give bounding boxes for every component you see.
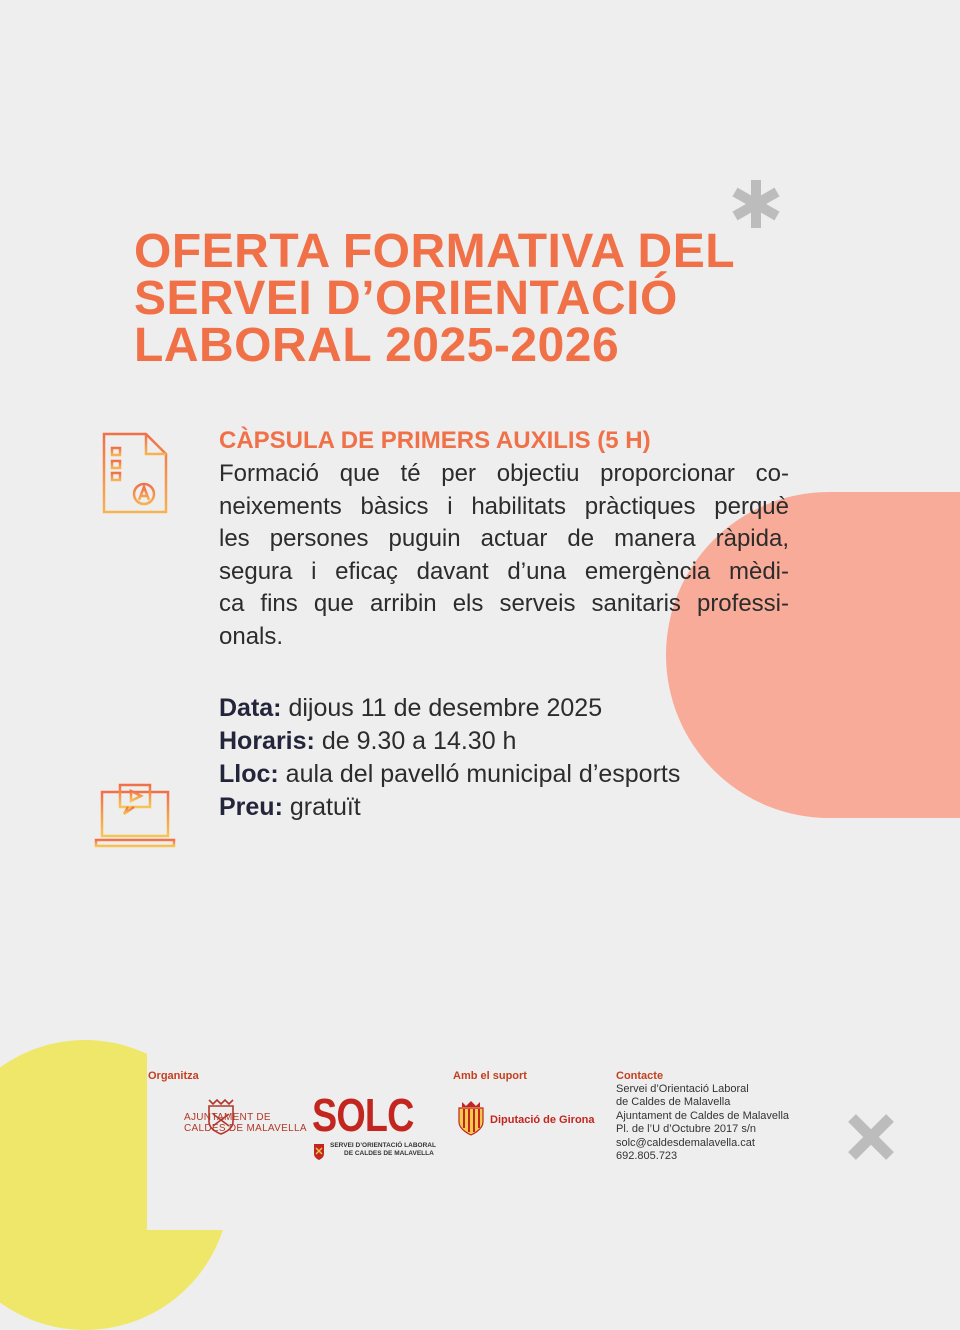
detail-schedule [219, 725, 680, 758]
contact-line: Pl. de l’U d’Octubre 2017 s/n [616, 1123, 757, 1136]
diputacio-shield-logo [456, 1100, 486, 1138]
contact-phone: 692.805.723 [616, 1150, 678, 1163]
solc-crest-icon [312, 1142, 326, 1162]
detail-label: Horaris: [219, 727, 315, 755]
solc-logo-wordmark: SOLC [312, 1089, 414, 1141]
contact-line: Servei d’Orientació Laboral [616, 1083, 749, 1095]
ajuntament-name [184, 1112, 307, 1134]
solc-subtitle [330, 1142, 436, 1158]
detail-value: dijous 11 de desembre 2025 [288, 694, 603, 722]
description-line: les persones puguin actuar de manera ràpida, [219, 525, 789, 553]
page-title [134, 225, 854, 372]
contact-label: Contacte [616, 1070, 664, 1082]
support-label: Amb el suport [453, 1070, 527, 1082]
title-line: LABORAL 2025-2026 [134, 319, 620, 372]
asterisk-icon [728, 176, 784, 232]
course-description [219, 458, 789, 654]
footer [0, 1060, 960, 1200]
checklist-document-icon [100, 430, 170, 516]
course-title: CÀPSULA DE PRIMERS AUXILIS (5 H) [219, 427, 651, 454]
detail-value: gratuït [289, 793, 361, 821]
detail-date [219, 692, 680, 725]
laptop-video-icon [94, 782, 176, 852]
cross-icon [846, 1112, 896, 1162]
contact-line: Ajuntament de Caldes de Malavella [616, 1109, 790, 1122]
title-line: SERVEI D’ORIENTACIÓ [134, 272, 678, 325]
solc-subtitle-line: SERVEI D’ORIENTACIÓ LABORAL [330, 1142, 436, 1149]
course-section [219, 426, 789, 654]
detail-value: aula del pavelló municipal d’esports [285, 760, 681, 788]
detail-label: Preu: [219, 793, 283, 821]
detail-label: Lloc: [219, 760, 279, 788]
description-line: ca fins que arribin els serveis sanitaris professi- [219, 590, 789, 618]
detail-location [219, 758, 680, 791]
contact-email: solc@caldesdemalavella.cat [616, 1136, 755, 1149]
organitza-label: Organitza [148, 1070, 199, 1082]
ajuntament-line: CALDES DE MALAVELLA [184, 1123, 307, 1134]
title-line: OFERTA FORMATIVA DEL [134, 225, 736, 278]
description-line: segura i eficaç davant d’una emergència mèdi- [219, 557, 789, 585]
course-details [219, 692, 680, 824]
ajuntament-line: AJUNTAMENT DE [184, 1112, 271, 1123]
solc-subtitle-line: DE CALDES DE MALAVELLA [344, 1150, 434, 1157]
diputacio-name: Diputació de Girona [490, 1114, 595, 1126]
description-line: neixements bàsics i habilitats pràctiques perquè [219, 492, 789, 520]
description-line: onals. [219, 622, 284, 650]
contact-line: de Caldes de Malavella [616, 1096, 731, 1109]
detail-label: Data: [219, 694, 282, 722]
description-line: Formació que té per objectiu proporcionar co- [219, 460, 789, 487]
detail-price [219, 791, 680, 824]
detail-value: de 9.30 a 14.30 h [321, 727, 517, 755]
contact-info [616, 1083, 789, 1163]
